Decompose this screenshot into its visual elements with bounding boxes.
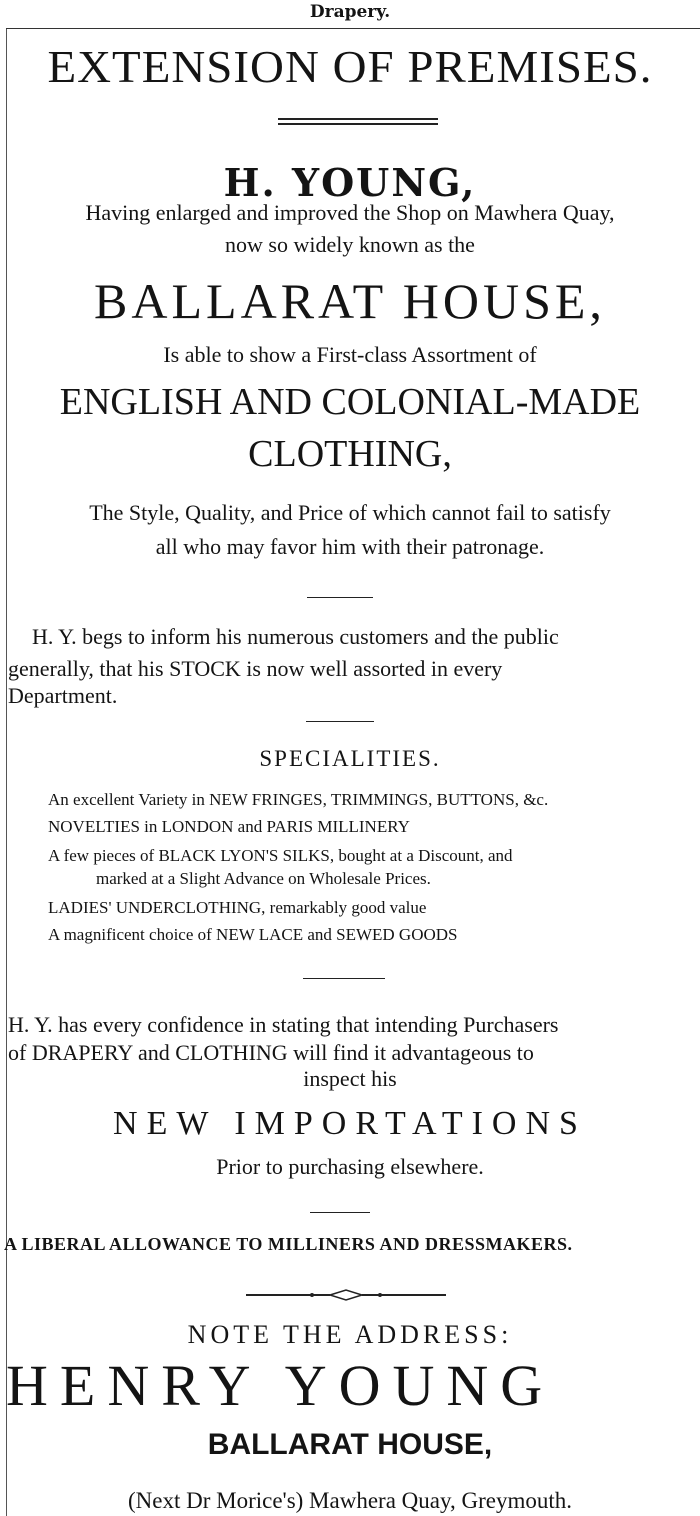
double-rule-divider <box>278 118 438 125</box>
style-line-1: The Style, Quality, and Price of which cannot fail to satisfy <box>89 500 611 525</box>
confidence-line-2: of DRAPERY and CLOTHING will find it advantageous to <box>8 1040 534 1065</box>
short-divider <box>306 721 374 722</box>
speciality-item: NOVELTIES in LONDON and PARIS MILLINERY <box>48 817 410 836</box>
ornamental-divider <box>246 1287 446 1301</box>
intro-line-2: now so widely known as the <box>225 232 475 257</box>
short-divider <box>310 1212 370 1213</box>
short-divider <box>303 978 385 979</box>
speciality-item: An excellent Variety in NEW FRINGES, TRIMMINGS, BUTTONS, &c. <box>48 790 549 809</box>
intro-line-1: Having enlarged and improved the Shop on Mawhera Quay, <box>85 200 615 225</box>
proprietor-name: H. YOUNG, <box>223 160 477 205</box>
stock-line-1: H. Y. begs to inform his numerous customers and the public <box>32 624 559 649</box>
street-address: (Next Dr Morice's) Mawhera Quay, Greymouth. <box>128 1488 572 1513</box>
prior-line: Prior to purchasing elsewhere. <box>216 1154 484 1179</box>
shop-name: BALLARAT HOUSE, <box>94 273 606 329</box>
clothing-line-2: CLOTHING, <box>248 433 452 475</box>
house-name: BALLARAT HOUSE, <box>207 1428 493 1461</box>
assortment-line: Is able to show a First-class Assortment of <box>163 342 537 367</box>
top-column-rule <box>6 28 700 29</box>
stock-line-2: generally, that his STOCK is now well assorted in every <box>8 656 503 681</box>
note-address-heading: NOTE THE ADDRESS: <box>187 1320 513 1349</box>
allowance-line: A LIBERAL ALLOWANCE TO MILLINERS AND DRESSMAKERS. <box>4 1234 573 1254</box>
speciality-item-continued: marked at a Slight Advance on Wholesale Prices. <box>96 869 431 888</box>
confidence-line-3: inspect his <box>303 1066 397 1091</box>
full-name: HENRY YOUNG <box>6 1353 555 1418</box>
importations-heading: NEW IMPORTATIONS <box>113 1105 587 1142</box>
specialities-heading: SPECIALITIES. <box>259 746 441 771</box>
confidence-line-1: H. Y. has every confidence in stating that intending Purchasers <box>8 1012 559 1037</box>
speciality-item: A magnificent choice of NEW LACE and SEWED GOODS <box>48 925 458 944</box>
speciality-item: A few pieces of BLACK LYON'S SILKS, bought at a Discount, and <box>48 846 513 865</box>
section-label: Drapery. <box>309 2 391 22</box>
stock-line-3: Department. <box>8 683 118 708</box>
headline: EXTENSION OF PREMISES. <box>47 41 653 92</box>
short-divider <box>307 597 373 598</box>
speciality-item: LADIES' UNDERCLOTHING, remarkably good value <box>48 898 427 917</box>
clothing-line-1: ENGLISH AND COLONIAL-MADE <box>59 381 641 423</box>
style-line-2: all who may favor him with their patronage. <box>155 534 545 559</box>
